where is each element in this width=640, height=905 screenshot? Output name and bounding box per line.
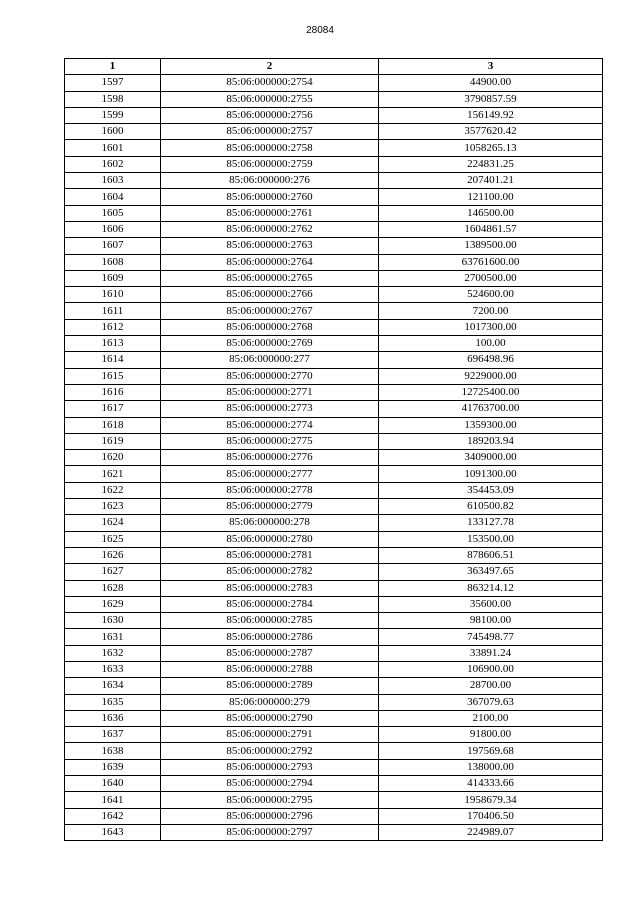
- value-cell: 610500.82: [379, 499, 603, 515]
- cadastral-number-cell: 85:06:000000:279: [161, 694, 379, 710]
- value-cell: 224831.25: [379, 156, 603, 172]
- value-cell: 745498.77: [379, 629, 603, 645]
- row-number-cell: 1598: [65, 91, 161, 107]
- table-row: [65, 629, 603, 645]
- cadastral-number-cell: 85:06:000000:2776: [161, 450, 379, 466]
- cadastral-value-table: [64, 58, 603, 841]
- value-cell: 524600.00: [379, 287, 603, 303]
- value-cell: 1359300.00: [379, 417, 603, 433]
- cadastral-number-cell: 85:06:000000:2755: [161, 91, 379, 107]
- value-cell: 878606.51: [379, 547, 603, 563]
- row-number-cell: 1633: [65, 661, 161, 677]
- cadastral-number-cell: 85:06:000000:2777: [161, 466, 379, 482]
- value-cell: 367079.63: [379, 694, 603, 710]
- cadastral-number-cell: 85:06:000000:2789: [161, 678, 379, 694]
- value-cell: 138000.00: [379, 759, 603, 775]
- row-number-cell: 1601: [65, 140, 161, 156]
- cadastral-number-cell: 85:06:000000:2780: [161, 531, 379, 547]
- table-row: [65, 450, 603, 466]
- table-row: [65, 303, 603, 319]
- cadastral-number-cell: 85:06:000000:277: [161, 352, 379, 368]
- table-row: [65, 270, 603, 286]
- value-cell: 7200.00: [379, 303, 603, 319]
- table-row: [65, 564, 603, 580]
- table-row: [65, 547, 603, 563]
- cadastral-number-cell: 85:06:000000:2795: [161, 792, 379, 808]
- cadastral-number-cell: 85:06:000000:2790: [161, 710, 379, 726]
- cadastral-number-cell: 85:06:000000:2784: [161, 596, 379, 612]
- table-row: [65, 515, 603, 531]
- row-number-cell: 1643: [65, 824, 161, 840]
- table-row: [65, 531, 603, 547]
- cadastral-number-cell: 85:06:000000:2793: [161, 759, 379, 775]
- value-cell: 2100.00: [379, 710, 603, 726]
- row-number-cell: 1606: [65, 221, 161, 237]
- row-number-cell: 1604: [65, 189, 161, 205]
- row-number-cell: 1639: [65, 759, 161, 775]
- cadastral-number-cell: 85:06:000000:276: [161, 173, 379, 189]
- row-number-cell: 1612: [65, 319, 161, 335]
- row-number-cell: 1629: [65, 596, 161, 612]
- table-row: [65, 368, 603, 384]
- value-cell: 1091300.00: [379, 466, 603, 482]
- cadastral-number-cell: 85:06:000000:2758: [161, 140, 379, 156]
- value-cell: 156149.92: [379, 107, 603, 123]
- row-number-cell: 1599: [65, 107, 161, 123]
- table-row: [65, 613, 603, 629]
- row-number-cell: 1614: [65, 352, 161, 368]
- cadastral-number-cell: 85:06:000000:2760: [161, 189, 379, 205]
- cadastral-number-cell: 85:06:000000:2782: [161, 564, 379, 580]
- value-cell: 1604861.57: [379, 221, 603, 237]
- value-cell: 170406.50: [379, 808, 603, 824]
- value-cell: 98100.00: [379, 613, 603, 629]
- row-number-cell: 1626: [65, 547, 161, 563]
- row-number-cell: 1640: [65, 776, 161, 792]
- cadastral-number-cell: 85:06:000000:2796: [161, 808, 379, 824]
- column-header-2: 2: [161, 59, 379, 75]
- table-row: [65, 75, 603, 91]
- value-cell: 12725400.00: [379, 384, 603, 400]
- row-number-cell: 1602: [65, 156, 161, 172]
- row-number-cell: 1642: [65, 808, 161, 824]
- table-row: [65, 352, 603, 368]
- value-cell: 1389500.00: [379, 238, 603, 254]
- value-cell: 41763700.00: [379, 401, 603, 417]
- value-cell: 863214.12: [379, 580, 603, 596]
- cadastral-number-cell: 85:06:000000:2778: [161, 482, 379, 498]
- table-row: [65, 824, 603, 840]
- table-row: [65, 678, 603, 694]
- row-number-cell: 1607: [65, 238, 161, 254]
- row-number-cell: 1610: [65, 287, 161, 303]
- table-row: [65, 433, 603, 449]
- row-number-cell: 1627: [65, 564, 161, 580]
- row-number-cell: 1636: [65, 710, 161, 726]
- column-header-1: 1: [65, 59, 161, 75]
- table-row: [65, 417, 603, 433]
- table-row: [65, 727, 603, 743]
- table-row: [65, 580, 603, 596]
- cadastral-number-cell: 85:06:000000:2792: [161, 743, 379, 759]
- table-row: [65, 384, 603, 400]
- cadastral-number-cell: 85:06:000000:2791: [161, 727, 379, 743]
- table-row: [65, 124, 603, 140]
- value-cell: 1958679.34: [379, 792, 603, 808]
- value-cell: 63761600.00: [379, 254, 603, 270]
- value-cell: 146500.00: [379, 205, 603, 221]
- cadastral-number-cell: 85:06:000000:2773: [161, 401, 379, 417]
- cadastral-number-cell: 85:06:000000:2761: [161, 205, 379, 221]
- cadastral-number-cell: 85:06:000000:2767: [161, 303, 379, 319]
- value-cell: 91800.00: [379, 727, 603, 743]
- row-number-cell: 1605: [65, 205, 161, 221]
- cadastral-number-cell: 85:06:000000:2754: [161, 75, 379, 91]
- cadastral-number-cell: 85:06:000000:2783: [161, 580, 379, 596]
- table-row: [65, 107, 603, 123]
- table-row: [65, 792, 603, 808]
- cadastral-number-cell: 85:06:000000:2759: [161, 156, 379, 172]
- value-cell: 414333.66: [379, 776, 603, 792]
- value-cell: 106900.00: [379, 661, 603, 677]
- row-number-cell: 1625: [65, 531, 161, 547]
- value-cell: 2700500.00: [379, 270, 603, 286]
- value-cell: 9229000.00: [379, 368, 603, 384]
- cadastral-number-cell: 85:06:000000:2756: [161, 107, 379, 123]
- row-number-cell: 1609: [65, 270, 161, 286]
- value-cell: 224989.07: [379, 824, 603, 840]
- table-row: [65, 661, 603, 677]
- cadastral-number-cell: 85:06:000000:2757: [161, 124, 379, 140]
- cadastral-number-cell: 85:06:000000:2765: [161, 270, 379, 286]
- value-cell: 1017300.00: [379, 319, 603, 335]
- value-cell: 207401.21: [379, 173, 603, 189]
- row-number-cell: 1632: [65, 645, 161, 661]
- value-cell: 153500.00: [379, 531, 603, 547]
- row-number-cell: 1613: [65, 336, 161, 352]
- value-cell: 189203.94: [379, 433, 603, 449]
- cadastral-number-cell: 85:06:000000:2770: [161, 368, 379, 384]
- row-number-cell: 1615: [65, 368, 161, 384]
- table-row: [65, 466, 603, 482]
- table-header: [65, 59, 603, 75]
- table-row: [65, 140, 603, 156]
- row-number-cell: 1621: [65, 466, 161, 482]
- value-cell: 197569.68: [379, 743, 603, 759]
- value-cell: 3790857.59: [379, 91, 603, 107]
- cadastral-number-cell: 85:06:000000:2787: [161, 645, 379, 661]
- row-number-cell: 1638: [65, 743, 161, 759]
- table-row: [65, 710, 603, 726]
- table-row: [65, 694, 603, 710]
- table-row: [65, 287, 603, 303]
- row-number-cell: 1620: [65, 450, 161, 466]
- row-number-cell: 1619: [65, 433, 161, 449]
- table-row: [65, 645, 603, 661]
- cadastral-number-cell: 85:06:000000:2766: [161, 287, 379, 303]
- value-cell: 121100.00: [379, 189, 603, 205]
- table-row: [65, 336, 603, 352]
- cadastral-number-cell: 85:06:000000:2763: [161, 238, 379, 254]
- table-row: [65, 189, 603, 205]
- cadastral-number-cell: 85:06:000000:2769: [161, 336, 379, 352]
- cadastral-number-cell: 85:06:000000:2768: [161, 319, 379, 335]
- table-row: [65, 156, 603, 172]
- row-number-cell: 1634: [65, 678, 161, 694]
- row-number-cell: 1617: [65, 401, 161, 417]
- table-row: [65, 254, 603, 270]
- value-cell: 44900.00: [379, 75, 603, 91]
- table-row: [65, 759, 603, 775]
- value-cell: 363497.65: [379, 564, 603, 580]
- cadastral-number-cell: 85:06:000000:2779: [161, 499, 379, 515]
- table-row: [65, 743, 603, 759]
- row-number-cell: 1608: [65, 254, 161, 270]
- row-number-cell: 1635: [65, 694, 161, 710]
- cadastral-number-cell: 85:06:000000:2788: [161, 661, 379, 677]
- table-row: [65, 238, 603, 254]
- row-number-cell: 1618: [65, 417, 161, 433]
- page-number: 28084: [306, 25, 334, 36]
- row-number-cell: 1603: [65, 173, 161, 189]
- table-row: [65, 221, 603, 237]
- table-row: [65, 482, 603, 498]
- table-row: [65, 173, 603, 189]
- cadastral-number-cell: 85:06:000000:2774: [161, 417, 379, 433]
- row-number-cell: 1597: [65, 75, 161, 91]
- value-cell: 696498.96: [379, 352, 603, 368]
- row-number-cell: 1600: [65, 124, 161, 140]
- cadastral-number-cell: 85:06:000000:278: [161, 515, 379, 531]
- table-row: [65, 596, 603, 612]
- cadastral-number-cell: 85:06:000000:2762: [161, 221, 379, 237]
- cadastral-number-cell: 85:06:000000:2794: [161, 776, 379, 792]
- table-row: [65, 776, 603, 792]
- table-row: [65, 808, 603, 824]
- value-cell: 3577620.42: [379, 124, 603, 140]
- cadastral-number-cell: 85:06:000000:2785: [161, 613, 379, 629]
- row-number-cell: 1631: [65, 629, 161, 645]
- row-number-cell: 1641: [65, 792, 161, 808]
- row-number-cell: 1628: [65, 580, 161, 596]
- value-cell: 33891.24: [379, 645, 603, 661]
- row-number-cell: 1616: [65, 384, 161, 400]
- value-cell: 133127.78: [379, 515, 603, 531]
- table-row: [65, 499, 603, 515]
- cadastral-number-cell: 85:06:000000:2797: [161, 824, 379, 840]
- row-number-cell: 1624: [65, 515, 161, 531]
- header-row: [65, 59, 603, 75]
- cadastral-number-cell: 85:06:000000:2781: [161, 547, 379, 563]
- table-row: [65, 91, 603, 107]
- row-number-cell: 1611: [65, 303, 161, 319]
- cadastral-number-cell: 85:06:000000:2786: [161, 629, 379, 645]
- row-number-cell: 1622: [65, 482, 161, 498]
- row-number-cell: 1637: [65, 727, 161, 743]
- value-cell: 100.00: [379, 336, 603, 352]
- column-header-3: 3: [379, 59, 603, 75]
- row-number-cell: 1623: [65, 499, 161, 515]
- table-row: [65, 401, 603, 417]
- value-cell: 28700.00: [379, 678, 603, 694]
- value-cell: 3409000.00: [379, 450, 603, 466]
- table-row: [65, 205, 603, 221]
- value-cell: 1058265.13: [379, 140, 603, 156]
- value-cell: 35600.00: [379, 596, 603, 612]
- cadastral-number-cell: 85:06:000000:2771: [161, 384, 379, 400]
- row-number-cell: 1630: [65, 613, 161, 629]
- table-body: [65, 75, 603, 841]
- value-cell: 354453.09: [379, 482, 603, 498]
- table-row: [65, 319, 603, 335]
- cadastral-number-cell: 85:06:000000:2775: [161, 433, 379, 449]
- cadastral-number-cell: 85:06:000000:2764: [161, 254, 379, 270]
